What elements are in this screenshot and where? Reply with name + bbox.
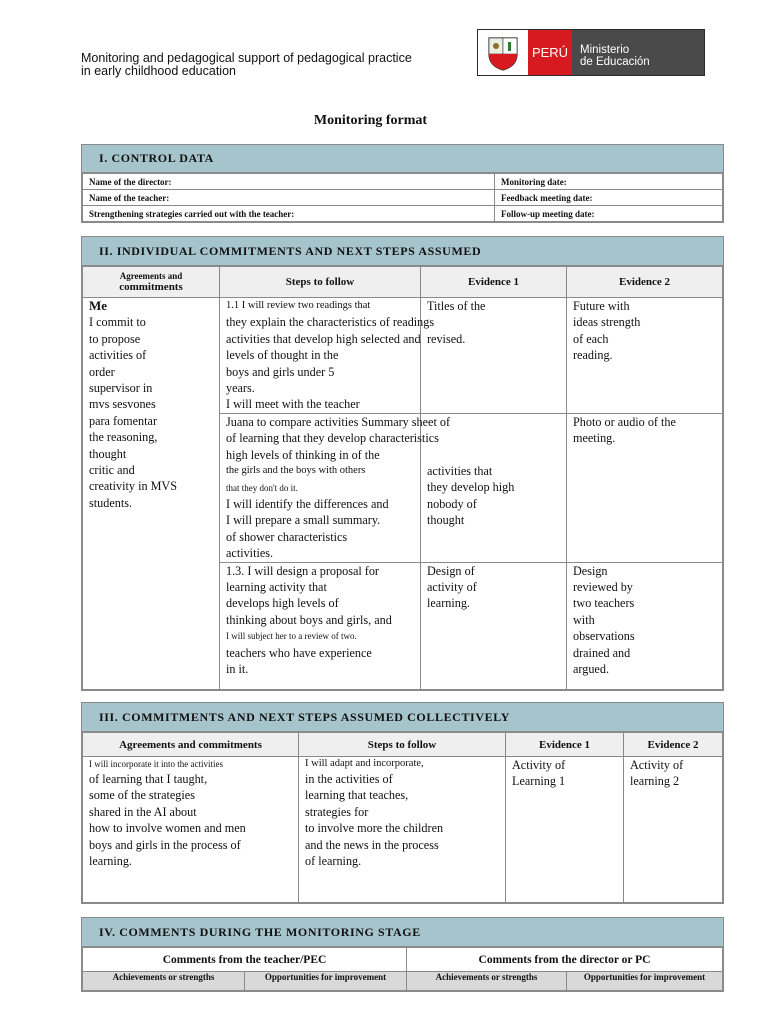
column-header: Evidence 1 (506, 733, 624, 757)
steps-cell: I will adapt and incorporate, in the activities of learning that teaches, strategies for to involve more the children and the news in the process of learning. (299, 757, 506, 903)
agreement-cell: Me I commit to to propose activities of order supervisor in mvs sesvones para fomentar the reasoning, thought critic and creativity in MVS students. (83, 298, 220, 690)
column-header: Agreements and commitments (83, 733, 299, 757)
table-row (83, 757, 723, 903)
column-header: Evidence 2 (567, 267, 723, 298)
control-data-section (81, 144, 724, 223)
column-header: Achievements or strengths (83, 972, 245, 991)
column-header: Evidence 2 (624, 733, 723, 757)
column-header: Steps to follow (220, 267, 421, 298)
evidence2-cell: Future with ideas strength of each reading. (567, 298, 723, 414)
ministry-logo (477, 29, 705, 76)
header-line-1: Monitoring and pedagogical support of pedagogical practice (81, 51, 412, 65)
table-row (83, 298, 723, 414)
evidence2-cell: Activity of learning 2 (624, 757, 723, 903)
individual-commitments-section (81, 236, 724, 691)
director-comments-header: Comments from the director or PC (407, 948, 723, 972)
evidence1-cell: Activity of Learning 1 (506, 757, 624, 903)
teacher-name-label: Name of the teacher: (83, 190, 495, 206)
column-header: Steps to follow (299, 733, 506, 757)
table-row (83, 206, 723, 222)
collective-commitments-table (82, 732, 723, 903)
header-line-2: in early childhood education (81, 64, 236, 78)
control-data-table (82, 173, 723, 222)
column-header: Evidence 1 (421, 267, 567, 298)
strategies-label: Strengthening strategies carried out with the teacher: (83, 206, 495, 222)
steps-cell: 1.3. I will design a proposal for learning activity that develops high levels of thinking about boys and girls, and I will subject her to a review of two. teachers who have experience in it. (220, 562, 421, 689)
individual-commitments-table (82, 266, 723, 690)
table-row (83, 190, 723, 206)
comments-section (81, 917, 724, 992)
feedback-date-label: Feedback meeting date: (495, 190, 723, 206)
column-header: Agreements and commitments (83, 267, 220, 298)
logo-ministry: Ministerio de Educación (572, 30, 704, 75)
followup-date-label: Follow-up meeting date: (495, 206, 723, 222)
table-header-row (83, 267, 723, 298)
coat-of-arms-icon (478, 30, 528, 75)
logo-country: PERÚ (528, 30, 572, 75)
monitoring-date-label: Monitoring date: (495, 174, 723, 190)
evidence1-cell: Titles of the revised. (421, 298, 567, 414)
column-header: Opportunities for improvement (245, 972, 407, 991)
evidence2-cell: Design reviewed by two teachers with observations drained and argued. (567, 562, 723, 689)
column-header: Achievements or strengths (407, 972, 567, 991)
collective-commitments-section (81, 702, 724, 904)
section-heading: IV. COMMENTS DURING THE MONITORING STAGE (82, 918, 723, 947)
table-header-row (83, 948, 723, 972)
evidence1-cell: activities that they develop high nobody of thought (421, 414, 567, 563)
evidence2-cell: Photo or audio of the meeting. (567, 414, 723, 563)
section-heading: I. CONTROL DATA (82, 145, 723, 173)
comments-table (82, 947, 723, 991)
section-heading: II. INDIVIDUAL COMMITMENTS AND NEXT STEPS ASSUMED (82, 237, 723, 266)
teacher-comments-header: Comments from the teacher/PEC (83, 948, 407, 972)
column-header: Opportunities for improvement (567, 972, 723, 991)
steps-cell: Juana to compare activities Summary sheet of of learning that they develop characteristics high levels of thinking in of the the girls and the boys with others that they don't do it. I will identify the differences and I will prepare a small summary. of shower characteristics activities. (220, 414, 421, 563)
table-header-row (83, 733, 723, 757)
section-heading: III. COMMITMENTS AND NEXT STEPS ASSUMED COLLECTIVELY (82, 703, 723, 732)
document-title: Monitoring format (313, 113, 428, 128)
steps-cell: 1.1 I will review two readings that they explain the characteristics of readings activities that develop high selected and levels of thought in the boys and girls under 5 years. I will meet with the teacher (220, 298, 421, 414)
evidence1-cell: Design of activity of learning. (421, 562, 567, 689)
table-subheader-row (83, 972, 723, 991)
director-name-label: Name of the director: (83, 174, 495, 190)
table-row (83, 174, 723, 190)
document-header (81, 52, 412, 78)
agreements-cell: I will incorporate it into the activities of learning that I taught, some of the strategies shared in the AI about how to involve women and men boys and girls in the process of learning. (83, 757, 299, 903)
